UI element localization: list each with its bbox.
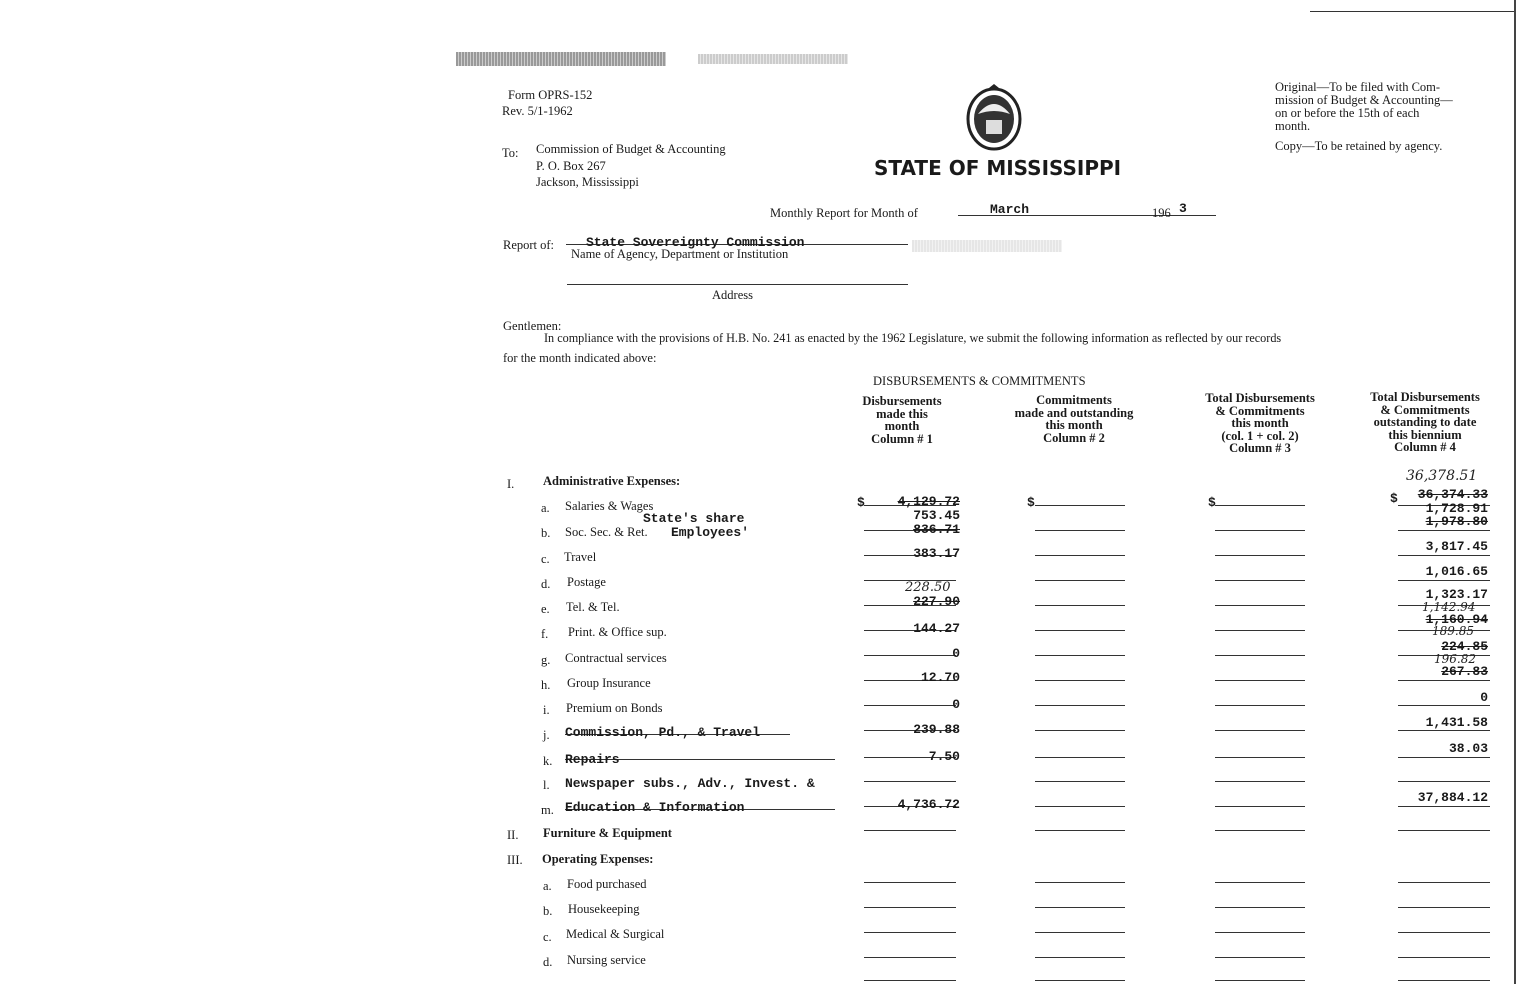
state-title: STATE OF MISSISSIPPI — [874, 156, 1122, 180]
row-j-c4: 1,431.58 — [1425, 715, 1488, 730]
form-revision: Rev. 5/1-1962 — [502, 104, 573, 118]
column-rule — [1035, 730, 1125, 731]
column-rule — [1035, 781, 1125, 782]
column-rule — [1035, 555, 1125, 556]
column-rule — [1215, 907, 1305, 908]
section-ii-label: Furniture & Equipment — [543, 826, 672, 840]
col4-h3: outstanding to date — [1373, 415, 1477, 429]
redacted-header-mid — [698, 54, 848, 64]
col4-h5: Column # 4 — [1394, 440, 1456, 454]
column-rule — [1215, 806, 1305, 807]
column-rule — [1215, 705, 1305, 706]
column-rule — [1398, 882, 1490, 883]
column-rule — [1215, 757, 1305, 758]
column-rule — [1215, 830, 1305, 831]
col3-h3: this month — [1231, 416, 1289, 430]
month-value: March — [990, 202, 1030, 217]
col2-h1: Commitments — [1036, 393, 1112, 407]
column-rule — [1215, 980, 1305, 981]
row-h-c1: 12.70 — [920, 670, 960, 685]
row-a-c1-dollar: $ — [857, 495, 865, 510]
redacted-header-left — [456, 52, 666, 66]
column-rule — [864, 980, 956, 981]
column-rule — [1035, 680, 1125, 681]
column-rule — [1035, 655, 1125, 656]
row-j-c1: 239.88 — [913, 722, 960, 737]
row-c-letter: c. — [541, 552, 550, 566]
to-label: To: — [502, 146, 519, 160]
column-rule — [1215, 730, 1305, 731]
row-l-letter: l. — [543, 778, 550, 792]
address-caption: Address — [712, 288, 753, 302]
column-rule — [1215, 932, 1305, 933]
column-rule — [1398, 806, 1490, 807]
row-g-c4: 267.83 — [1441, 664, 1488, 679]
column-rule — [1215, 555, 1305, 556]
column-rule — [1398, 957, 1490, 958]
col4-h4: this biennium — [1388, 427, 1462, 442]
row-e-c1-handwritten: 228.50 — [905, 580, 951, 595]
row-k-letter: k. — [543, 754, 553, 768]
column-rule — [1215, 957, 1305, 958]
op-row-d-label: Nursing service — [567, 953, 646, 967]
op-row-a-letter: a. — [543, 879, 552, 893]
col1-h3: month — [884, 419, 920, 433]
row-g-label: Contractual services — [565, 651, 667, 665]
column-rule — [1035, 605, 1125, 606]
row-k-label: Repairs — [565, 752, 620, 767]
row-f-letter: f. — [541, 627, 549, 641]
row-e-label: Tel. & Tel. — [566, 600, 620, 614]
row-d-c4: 1,016.65 — [1425, 564, 1488, 579]
row-a-letter: a. — [541, 501, 550, 515]
form-number: Form OPRS-152 — [508, 88, 593, 102]
report-of-label: Report of: — [503, 238, 555, 252]
column-rule — [1215, 580, 1305, 581]
row-e-c4b: 1,160.94 — [1425, 612, 1488, 627]
col4-header — [1356, 391, 1494, 454]
row-i-c1: 0 — [952, 697, 960, 712]
section-i-num: I. — [507, 477, 515, 491]
row-b-c1: 836.71 — [913, 522, 960, 537]
compliance-line-2: for the month indicated above: — [503, 351, 657, 365]
to-line-2: P. O. Box 267 — [536, 159, 606, 173]
row-c-c4: 3,817.45 — [1425, 539, 1488, 554]
column-rule — [1398, 757, 1490, 758]
row-m-c4: 37,884.12 — [1417, 790, 1488, 805]
op-row-c-label: Medical & Surgical — [566, 927, 665, 941]
column-rule — [864, 907, 956, 908]
row-e-letter: e. — [541, 602, 550, 616]
column-rule — [1398, 580, 1490, 581]
state-share-c4: 1,728.91 — [1425, 501, 1488, 516]
row-j-label: Commission, Pd., & Travel — [565, 725, 761, 740]
column-rule — [1035, 757, 1125, 758]
column-rule — [1035, 830, 1125, 831]
column-rule — [1215, 882, 1305, 883]
year-prefix: 196 — [1152, 206, 1171, 220]
column-rule — [1035, 630, 1125, 631]
column-rule — [1215, 781, 1305, 782]
row-g-letter: g. — [541, 653, 551, 667]
row-b-label: Soc. Sec. & Ret. — [565, 525, 648, 539]
section-ii-num: II. — [507, 828, 519, 842]
column-rule — [1035, 806, 1125, 807]
column-rule — [1398, 781, 1490, 782]
op-row-b-label: Housekeeping — [568, 902, 640, 916]
agency-name: State Sovereignty Commission — [586, 235, 805, 250]
row-h-label: Group Insurance — [567, 676, 651, 690]
column-rule — [1035, 882, 1125, 883]
column-rule — [1215, 605, 1305, 606]
row-k-c1: 7.50 — [928, 749, 960, 764]
row-i-label: Premium on Bonds — [566, 701, 663, 715]
state-share-c1: 753.45 — [913, 508, 960, 523]
row-h-c4: 0 — [1480, 690, 1488, 705]
salutation: Gentlemen: — [503, 319, 562, 333]
row-b-note: Employees' — [671, 525, 750, 540]
row-g-c1: 0 — [952, 646, 960, 661]
column-rule — [1398, 705, 1490, 706]
right-edge — [1514, 0, 1516, 984]
row-e-c1: 227.90 — [913, 594, 960, 609]
op-row-c-letter: c. — [543, 930, 552, 944]
to-line-3: Jackson, Mississippi — [536, 175, 639, 189]
row-l-label: Newspaper subs., Adv., Invest. & — [565, 776, 815, 791]
col4-h1: Total Disbursements — [1370, 390, 1480, 404]
row-b-c4: 1,978.80 — [1425, 514, 1488, 529]
col3-h1: Total Disbursements — [1205, 391, 1315, 405]
column-rule — [1215, 680, 1305, 681]
row-a-c4-dollar: $ — [1390, 491, 1398, 506]
column-rule — [1035, 980, 1125, 981]
original-note-4: month. — [1275, 119, 1311, 133]
column-rule — [864, 781, 956, 782]
column-rule — [1035, 580, 1125, 581]
row-a-c4: 36,374.33 — [1417, 487, 1488, 502]
column-rule — [1398, 530, 1490, 531]
row-m-letter: m. — [541, 803, 554, 817]
row-i-letter: i. — [543, 703, 550, 717]
column-rule — [1215, 655, 1305, 656]
year-digit: 3 — [1179, 201, 1187, 216]
op-row-b-letter: b. — [543, 904, 553, 918]
column-rule — [1398, 730, 1490, 731]
column-rule — [1035, 705, 1125, 706]
agency-caption: Name of Agency, Department or Institution — [571, 247, 789, 261]
col2-header — [1000, 394, 1148, 444]
row-m-c1: 4,736.72 — [897, 797, 960, 812]
row-h-letter: h. — [541, 678, 551, 692]
col1-h1: Disbursements — [862, 394, 942, 408]
row-e-c4: 1,323.17 — [1425, 587, 1488, 602]
row-j-letter: j. — [543, 728, 550, 742]
copy-note: Copy—To be retained by agency. — [1275, 139, 1443, 153]
compliance-line-1: In compliance with the provisions of H.B. No. 241 as enacted by the 1962 Legislature, we submit the following information as reflected by our records — [544, 331, 1282, 345]
column-rule — [1035, 505, 1125, 506]
column-rule — [864, 932, 956, 933]
column-rule — [1035, 907, 1125, 908]
group-title: DISBURSEMENTS & COMMITMENTS — [873, 374, 1086, 388]
column-rule — [1215, 630, 1305, 631]
address-rule — [567, 284, 908, 285]
row-f-c4: 224.85 — [1441, 639, 1488, 654]
column-rule — [1215, 505, 1305, 506]
row-a-c2-dollar: $ — [1027, 495, 1035, 510]
col3-h4: (col. 1 + col. 2) — [1221, 428, 1299, 443]
original-note-3: on or before the 15th of each — [1275, 106, 1420, 120]
row-k-c4: 38.03 — [1448, 741, 1488, 756]
column-rule — [1398, 932, 1490, 933]
top-right-rule — [1310, 11, 1515, 12]
col1-h2: made this — [876, 406, 928, 421]
column-rule — [1035, 932, 1125, 933]
col1-h4: Column # 1 — [871, 431, 933, 446]
row-m-label: Education & Information — [565, 800, 745, 815]
column-rule — [1035, 530, 1125, 531]
col3-h5: Column # 3 — [1229, 441, 1291, 455]
row-f-c1: 144.27 — [913, 621, 960, 636]
to-line-1: Commission of Budget & Accounting — [536, 142, 726, 156]
col2-h4: Column # 2 — [1043, 430, 1105, 445]
column-rule — [864, 830, 956, 831]
original-note-2: mission of Budget & Accounting— — [1275, 93, 1453, 107]
col3-header — [1190, 392, 1330, 455]
column-rule — [864, 957, 956, 958]
column-rule — [1398, 980, 1490, 981]
section-iii-num: III. — [507, 853, 523, 867]
col2-h2: made and outstanding — [1014, 405, 1134, 420]
column-rule — [1398, 555, 1490, 556]
faded-stamp — [912, 240, 1062, 252]
col4-h2: & Commitments — [1380, 402, 1470, 417]
row-c-c1: 383.17 — [913, 546, 960, 561]
row-a-c1: 4,129.72 — [897, 494, 960, 509]
column-rule — [864, 882, 956, 883]
state-seal-emblem — [964, 84, 1024, 154]
column-rule — [1398, 907, 1490, 908]
col3-h2: & Commitments — [1215, 403, 1305, 418]
row-f-label: Print. & Office sup. — [568, 625, 667, 639]
row-d-letter: d. — [541, 577, 551, 591]
column-rule — [1215, 530, 1305, 531]
column-rule — [1398, 830, 1490, 831]
row-a-c4-handwritten: 36,378.51 — [1406, 468, 1478, 484]
row-a-c3-dollar: $ — [1208, 495, 1216, 510]
op-row-a-label: Food purchased — [567, 877, 647, 891]
row-c-label: Travel — [564, 550, 597, 564]
column-rule — [1398, 680, 1490, 681]
op-row-d-letter: d. — [543, 955, 553, 969]
row-a-label: Salaries & Wages — [565, 499, 654, 513]
original-note-1: Original—To be filed with Com- — [1275, 80, 1441, 94]
state-share-label: State's share — [643, 511, 745, 526]
col2-h3: this month — [1045, 418, 1103, 432]
row-f-c4-handwritten: 189.85 — [1432, 624, 1474, 638]
col1-header — [840, 395, 964, 445]
section-iii-label: Operating Expenses: — [542, 852, 654, 866]
section-i-label: Administrative Expenses: — [543, 474, 681, 488]
row-b-letter: b. — [541, 526, 551, 540]
column-rule — [1035, 957, 1125, 958]
row-d-label: Postage — [567, 575, 606, 589]
monthly-label: Monthly Report for Month of — [770, 206, 918, 220]
row-g-c4-handwritten: 196.82 — [1434, 652, 1476, 666]
row-e-c4-handwritten: 1,142.94 — [1422, 600, 1476, 614]
